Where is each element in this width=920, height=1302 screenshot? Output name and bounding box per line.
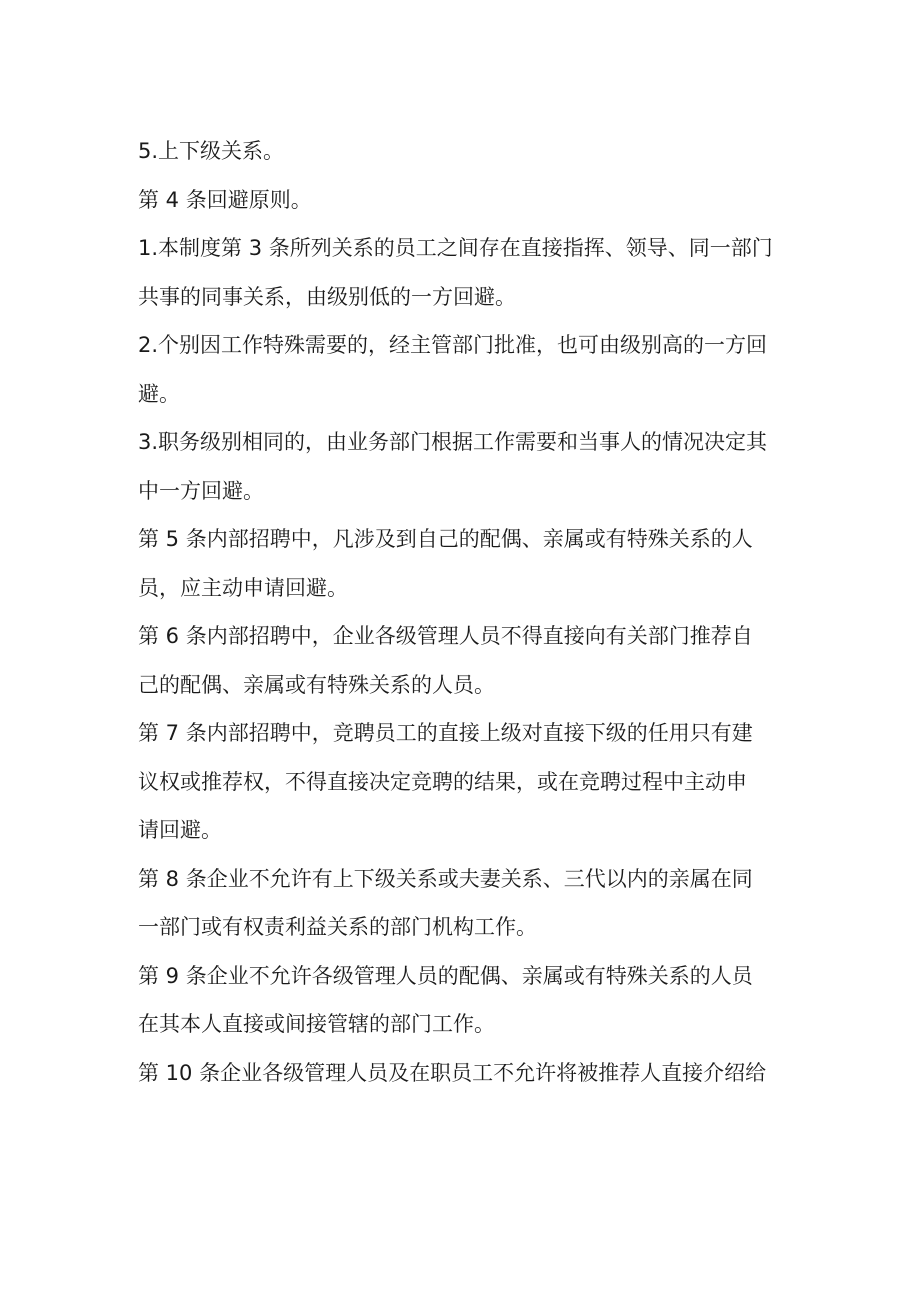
text-line: 3.职务级别相同的，由业务部门根据工作需要和当事人的情况决定其 <box>138 430 768 454</box>
paragraph-item-5 <box>138 127 786 176</box>
paragraph-article-9 <box>138 952 786 1049</box>
text-line: 己的配偶、亲属或有特殊关系的人员。 <box>138 672 495 697</box>
text-line: 第 5 条内部招聘中，凡涉及到自己的配偶、亲属或有特殊关系的人 <box>138 527 753 551</box>
text-line: 在其本人直接或间接管辖的部门工作。 <box>138 1012 495 1036</box>
text-line: 请回避。 <box>138 818 222 842</box>
paragraph-article-5 <box>138 515 786 612</box>
paragraph-article-10 <box>138 1049 786 1098</box>
text-line: 避。 <box>138 381 180 406</box>
paragraph-article-4 <box>138 176 786 225</box>
text-line: 2.个别因工作特殊需要的，经主管部门批准，也可由级别高的一方回 <box>138 333 768 357</box>
text-line: 5.上下级关系。 <box>138 139 285 163</box>
text-line: 第 6 条内部招聘中，企业各级管理人员不得直接向有关部门推荐自 <box>138 624 753 648</box>
paragraph-rule-3 <box>138 418 786 515</box>
document-body <box>138 127 786 1097</box>
text-line: 第 10 条企业各级管理人员及在职员工不允许将被推荐人直接介绍给 <box>138 1060 767 1085</box>
paragraph-article-7 <box>138 709 786 855</box>
text-line: 第 8 条企业不允许有上下级关系或夫妻关系、三代以内的亲属在同 <box>138 866 753 891</box>
text-line: 员，应主动申请回避。 <box>138 575 348 600</box>
paragraph-article-6 <box>138 612 786 709</box>
text-line: 中一方回避。 <box>138 478 264 503</box>
paragraph-rule-2 <box>138 321 786 418</box>
text-line: 1.本制度第 3 条所列关系的员工之间存在直接指挥、领导、同一部门 <box>138 236 773 260</box>
paragraph-article-8 <box>138 855 786 952</box>
text-line: 一部门或有权责利益关系的部门机构工作。 <box>138 915 537 939</box>
paragraph-rule-1 <box>138 224 786 321</box>
text-line: 议权或推荐权，不得直接决定竞聘的结果，或在竞聘过程中主动申 <box>138 769 747 794</box>
text-line: 第 4 条回避原则。 <box>138 187 312 212</box>
text-line: 第 7 条内部招聘中，竞聘员工的直接上级对直接下级的任用只有建 <box>138 721 753 745</box>
text-line: 共事的同事关系，由级别低的一方回避。 <box>138 284 516 309</box>
text-line: 第 9 条企业不允许各级管理人员的配偶、亲属或有特殊关系的人员 <box>138 963 753 988</box>
